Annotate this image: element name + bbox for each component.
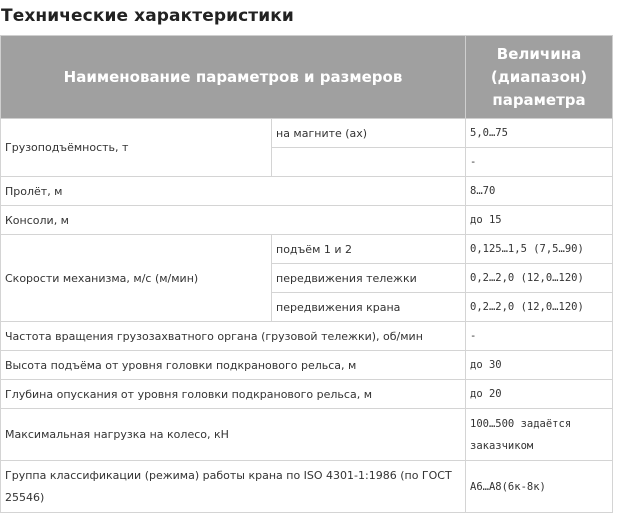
row-label-rotation: Частота вращения грузозахватного органа (грузовой тележки), об/мин bbox=[1, 322, 466, 351]
row-value: 0,125…1,5 (7,5…90) bbox=[466, 235, 613, 264]
header-value-line2: (диапазон) bbox=[490, 67, 588, 86]
row-label-wheel-load: Максимальная нагрузка на колесо, кН bbox=[1, 409, 466, 461]
row-sublabel: на магните (ах) bbox=[272, 119, 466, 148]
row-value: 100…500 задаётся заказчиком bbox=[466, 409, 613, 461]
row-value: А6…А8(6к-8к) bbox=[466, 461, 613, 513]
table-row bbox=[1, 461, 613, 513]
table-row bbox=[1, 119, 613, 148]
row-label-span: Пролёт, м bbox=[1, 177, 466, 206]
row-label-lift-height: Высота подъёма от уровня головки подкранового рельса, м bbox=[1, 351, 466, 380]
table-header-row bbox=[1, 36, 613, 119]
table-row bbox=[1, 177, 613, 206]
row-sublabel bbox=[272, 148, 466, 177]
row-label-load: Грузоподъёмность, т bbox=[1, 119, 272, 177]
row-value: - bbox=[466, 322, 613, 351]
row-label-depth: Глубина опускания от уровня головки подкранового рельса, м bbox=[1, 380, 466, 409]
header-value-line3: параметра bbox=[492, 90, 586, 109]
row-value: 8…70 bbox=[466, 177, 613, 206]
table-row bbox=[1, 235, 613, 264]
row-sublabel: передвижения тележки bbox=[272, 264, 466, 293]
row-label-class-group: Группа классификации (режима) работы крана по ISO 4301-1:1986 (по ГОСТ 25546) bbox=[1, 461, 466, 513]
row-value: до 20 bbox=[466, 380, 613, 409]
table-row bbox=[1, 409, 613, 461]
row-label-speeds: Скорости механизма, м/с (м/мин) bbox=[1, 235, 272, 322]
table-row bbox=[1, 380, 613, 409]
row-value: 0,2…2,0 (12,0…120) bbox=[466, 264, 613, 293]
page-title: Технические характеристики bbox=[1, 6, 294, 26]
row-sublabel: передвижения крана bbox=[272, 293, 466, 322]
header-parameter-value bbox=[466, 36, 613, 119]
row-sublabel: подъём 1 и 2 bbox=[272, 235, 466, 264]
header-parameter-name: Наименование параметров и размеров bbox=[1, 36, 466, 119]
specs-table bbox=[0, 35, 613, 513]
header-value-line1: Величина bbox=[496, 44, 582, 63]
row-value: до 15 bbox=[466, 206, 613, 235]
table-row bbox=[1, 322, 613, 351]
row-value: 0,2…2,0 (12,0…120) bbox=[466, 293, 613, 322]
row-value: - bbox=[466, 148, 613, 177]
row-value: до 30 bbox=[466, 351, 613, 380]
table-row bbox=[1, 206, 613, 235]
row-label-consoles: Консоли, м bbox=[1, 206, 466, 235]
row-value: 5,0…75 bbox=[466, 119, 613, 148]
table-row bbox=[1, 351, 613, 380]
